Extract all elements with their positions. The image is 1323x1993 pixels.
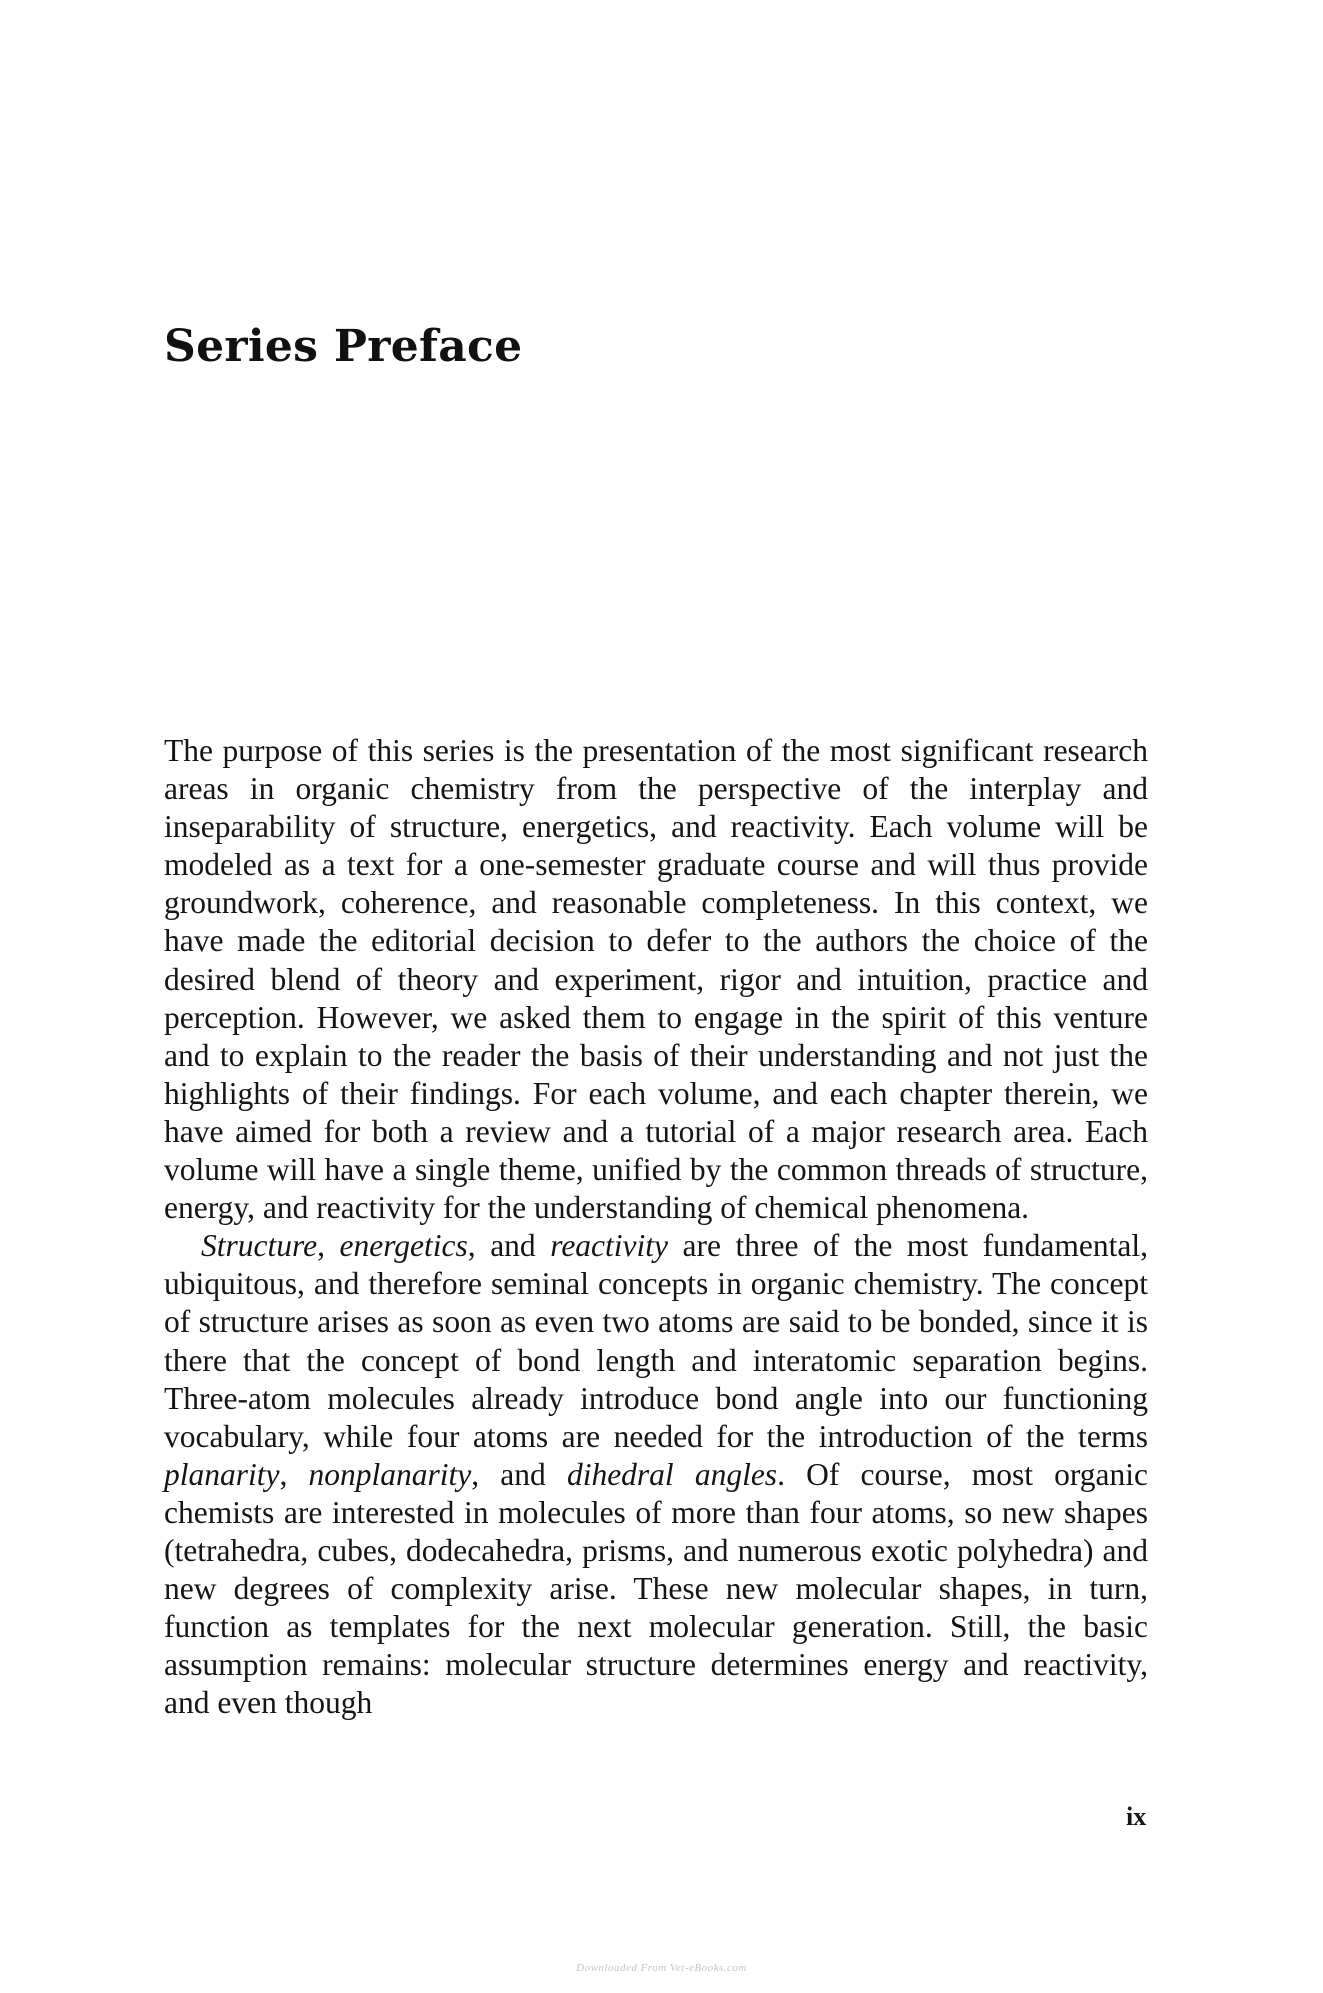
paragraph-2-text-a: are three of the most fundamental, ubiquitous, and therefore seminal concepts in organic chemistry. The concept of structure arises as soon as even two atoms are said to be bonded, since it is there that the concept of bond length and interatomic separation begins. Three-atom molecules already introduce bond angle into our functioning vocabulary, while four atoms are needed for the introduction of the terms xyxy=(164,1228,1148,1454)
term-structure: Structure xyxy=(201,1228,318,1264)
watermark: Downloaded From Vet-eBooks.com xyxy=(576,1962,747,1974)
separator: , and xyxy=(467,1228,551,1264)
term-dihedral-angles: dihedral angles xyxy=(566,1456,778,1492)
paragraph-1: The purpose of this series is the presentation of the most significant research areas in organic chemistry from the perspective of the interplay and inseparability of structure, energetics, and reactivity. Each volume will be modeled as a text for a one-semester graduate course and will thus provide groundwork, coherence, and reasonable completeness. In this context, we have made the editorial decision to defer to the authors the choice of the desired blend of theory and experiment, rigor and intuition, practice and perception. However, we asked them to engage in the spirit of this venture and to explain to the reader the basis of their understanding and not just the highlights of their findings. For each volume, and each chapter therein, we have aimed for both a review and a tutorial of a major research area. Each volume will have a single theme, unified by the common threads of structure, energy, and reactivity for the understanding of chemical phenomena. xyxy=(164,733,1148,1226)
page-number: ix xyxy=(1126,1802,1147,1831)
term-nonplanarity: nonplanarity xyxy=(308,1456,472,1492)
term-planarity: planarity xyxy=(164,1456,280,1492)
paragraph-2 xyxy=(164,1227,1148,1722)
preface-body xyxy=(164,732,1148,1722)
separator: , xyxy=(317,1228,340,1264)
term-energetics: energetics xyxy=(339,1228,468,1264)
page-title: Series Preface xyxy=(164,321,523,372)
separator: , and xyxy=(471,1456,567,1492)
separator: , xyxy=(279,1456,309,1492)
term-reactivity: reactivity xyxy=(550,1228,669,1264)
paragraph-2-text-b: . Of course, most organic chemists are interested in molecules of more than four atoms, so new shapes (tetrahedra, cubes, dodecahedra, prisms, and numerous exotic polyhedra) and new degrees of complexity arise. These new molecular shapes, in turn, function as templates for the next molecular generation. Still, the basic assumption remains: molecular structure determines energy and reactivity, and even though xyxy=(164,1456,1149,1721)
